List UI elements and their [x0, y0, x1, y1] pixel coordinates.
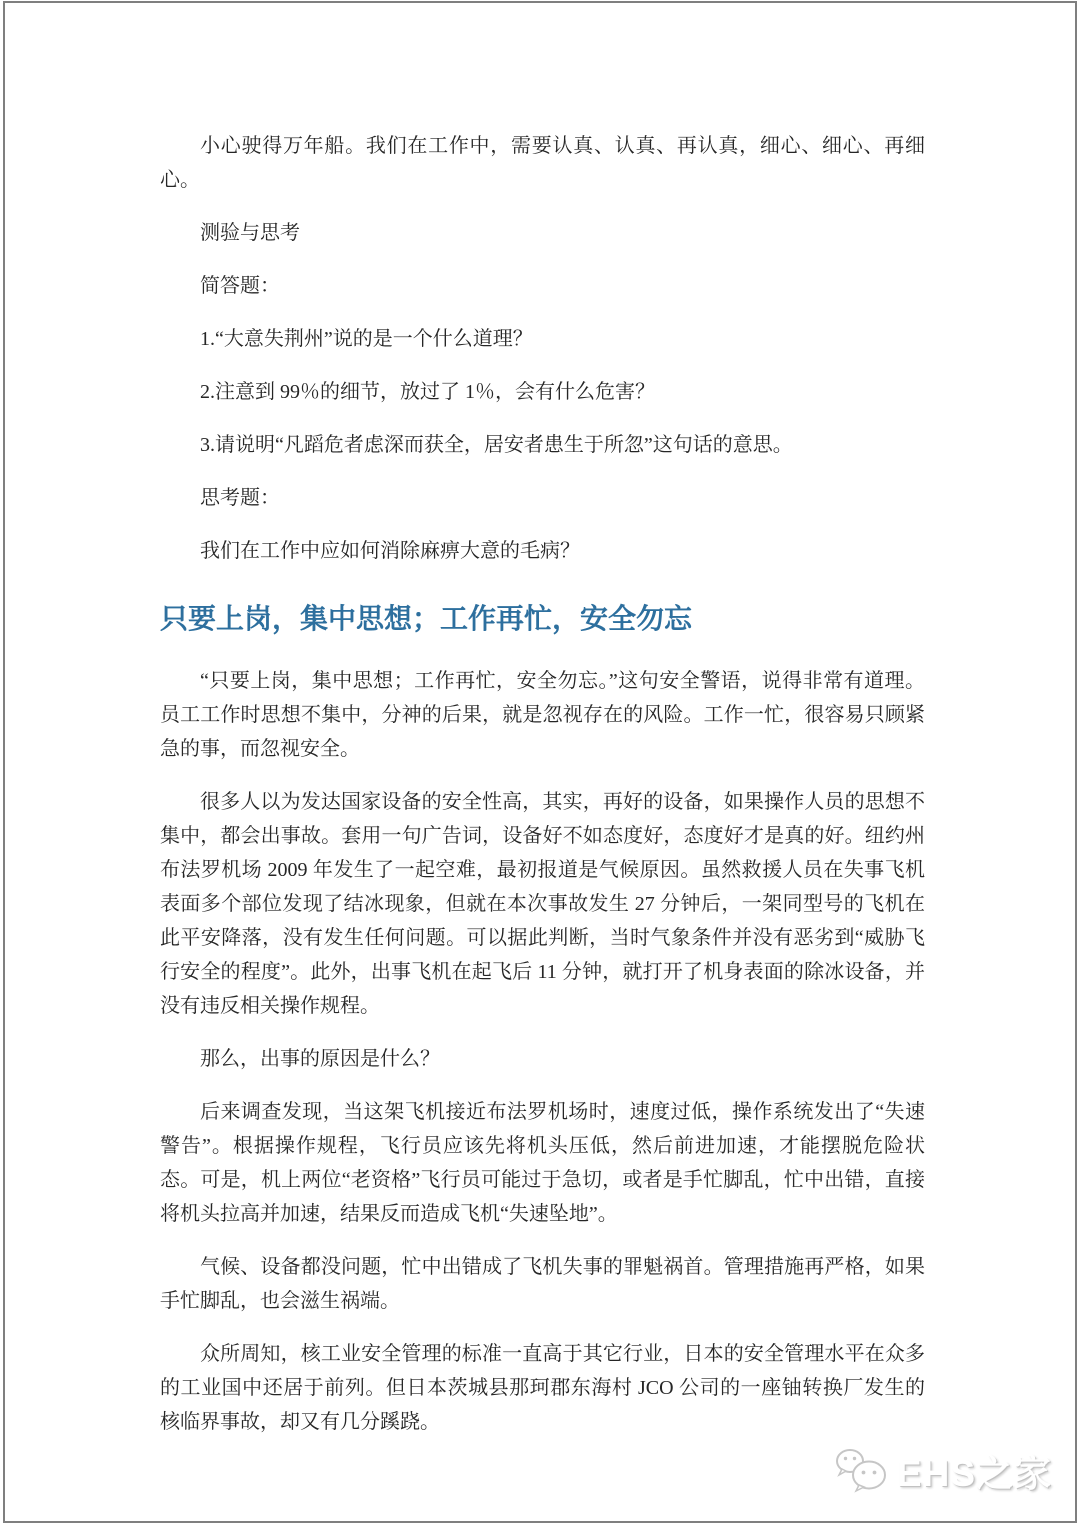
body-paragraph-2: 很多人以为发达国家设备的安全性高，其实，再好的设备，如果操作人员的思想不集中，都会出事故。套用一句广告词，设备好不如态度好，态度好才是真的好。纽约州布法罗机场 2009 年发生了一起空难，最初报道是气候原因。虽然救援人员在失事飞机表面多个部位发现了结冰现象，但就在本次事故发生 27 分钟后，一架同型号的飞机在此平安降落，没有发生任何问题。可以据此判断，当时气象条件并没有恶劣到“威胁飞行安全的程度”。此外，出事飞机在起飞后 11 分钟，就打开了机身表面的除冰设备，并没有违反相关操作规程。: [160, 791, 925, 1017]
document-content: [160, 0, 925, 1458]
section-heading: 只要上岗，集中思想；工作再忙，安全勿忘: [160, 603, 693, 634]
body-paragraph-1: “只要上岗，集中思想；工作再忙，安全勿忘。”这句安全警语，说得非常有道理。员工工作时思想不集中，分神的后果，就是忽视存在的风险。工作一忙，很容易只顾紧急的事，而忽视安全。: [160, 670, 925, 760]
intro-paragraph: 小心驶得万年船。我们在工作中，需要认真、认真、再认真，细心、细心、再细心。: [160, 135, 925, 191]
watermark: [833, 1443, 1052, 1497]
body-paragraph-6: 众所周知，核工业安全管理的标准一直高于其它行业，日本的安全管理水平在众多的工业国中还居于前列。但日本茨城县那珂郡东海村 JCO 公司的一座铀转换厂发生的核临界事故，却又有几分蹊跷。: [160, 1343, 925, 1433]
question-2: 2.注意到 99％的细节，放过了 1％，会有什么危害？: [200, 381, 655, 403]
body-paragraph-4: 后来调查发现，当这架飞机接近布法罗机场时，速度过低，操作系统发出了“失速警告”。根据操作规程，飞行员应该先将机头压低，然后前进加速，才能摆脱危险状态。可是，机上两位“老资格”飞行员可能过于急切，或者是手忙脚乱，忙中出错，直接将机头拉高并加速，结果反而造成飞机“失速坠地”。: [160, 1101, 925, 1225]
question-3: 3.请说明“凡蹈危者虑深而获全，居安者患生于所忽”这句话的意思。: [200, 434, 793, 456]
quiz-section-label: 测验与思考: [200, 222, 300, 244]
wechat-icon: [833, 1446, 891, 1494]
body-paragraph-3: 那么，出事的原因是什么？: [200, 1048, 440, 1070]
reflection-question: 我们在工作中应如何消除麻痹大意的毛病？: [200, 540, 580, 562]
reflection-label: 思考题：: [200, 487, 280, 509]
question-1: 1.“大意失荆州”说的是一个什么道理？: [200, 328, 533, 350]
watermark-text: EHS之家: [896, 1453, 1052, 1494]
body-paragraph-5: 气候、设备都没问题，忙中出错成了飞机失事的罪魁祸首。管理措施再严格，如果手忙脚乱，也会滋生祸端。: [160, 1256, 925, 1312]
short-answer-label: 简答题：: [200, 275, 280, 297]
